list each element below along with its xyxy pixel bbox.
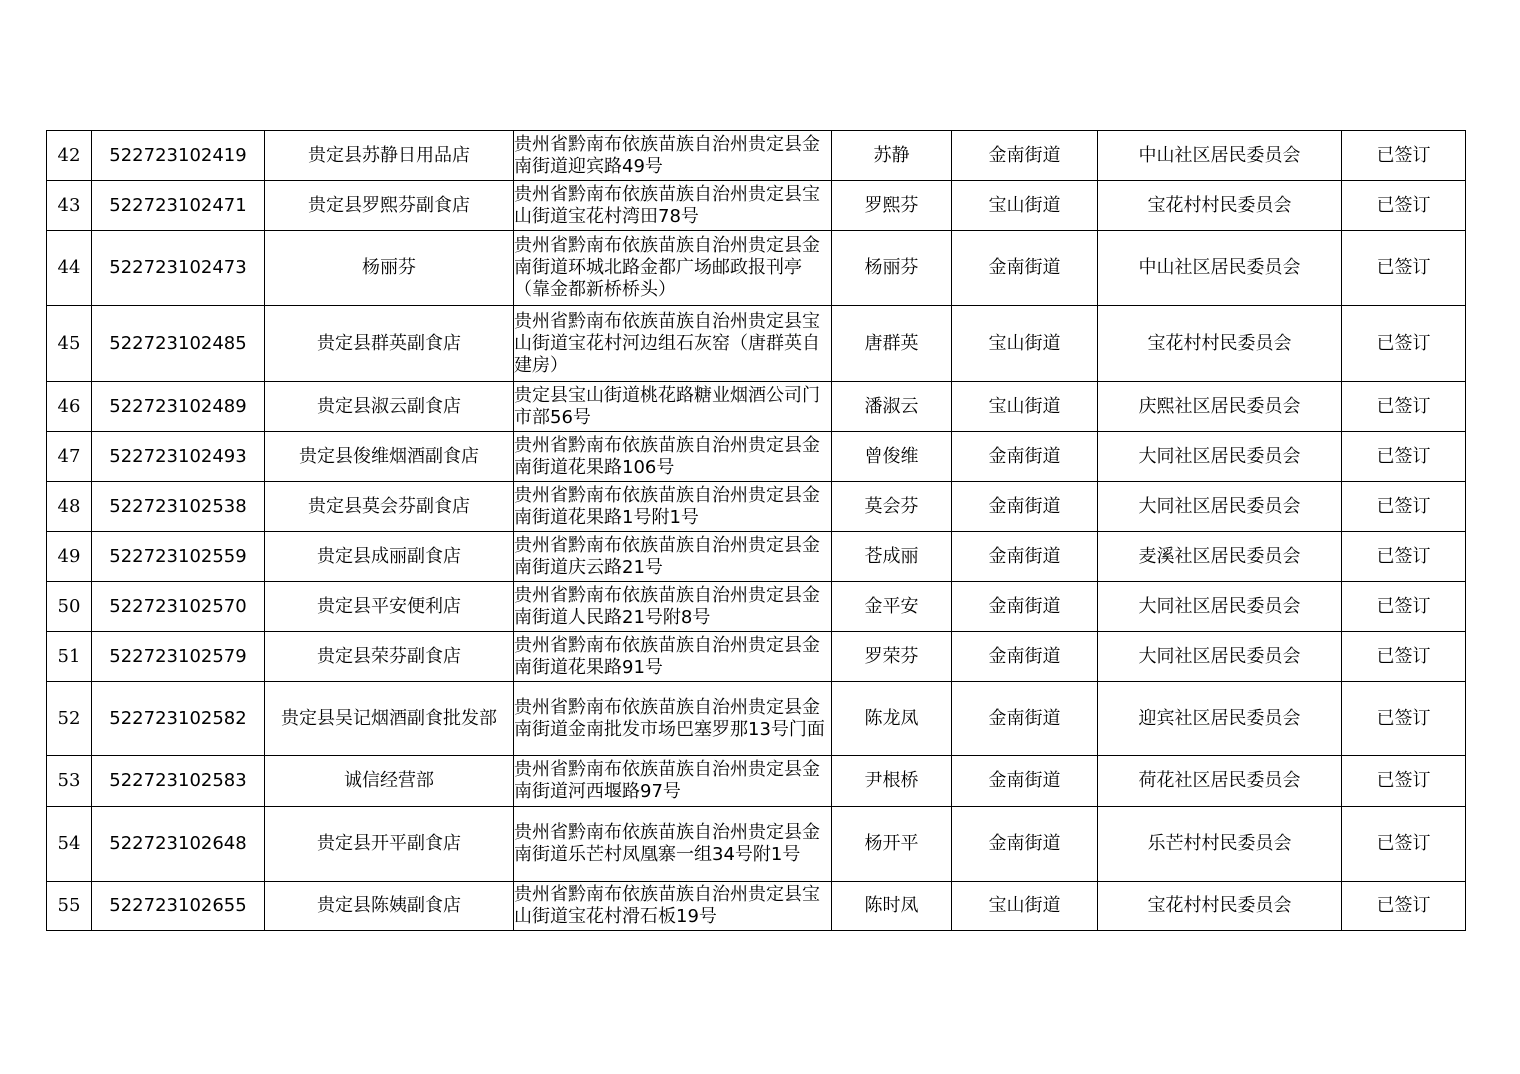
subdistrict: 金南街道	[952, 131, 1098, 181]
license-number: 522723102493	[92, 432, 265, 482]
table-row	[47, 532, 1466, 582]
business-name: 贵定县平安便利店	[265, 582, 514, 632]
committee: 宝花村村民委员会	[1098, 882, 1342, 931]
license-number: 522723102582	[92, 682, 265, 756]
row-number: 44	[47, 231, 92, 306]
owner-name: 陈时凤	[832, 882, 952, 931]
license-number: 522723102570	[92, 582, 265, 632]
committee: 大同社区居民委员会	[1098, 582, 1342, 632]
license-number: 522723102419	[92, 131, 265, 181]
business-name: 贵定县吴记烟酒副食批发部	[265, 682, 514, 756]
business-address: 贵州省黔南布依族苗族自治州贵定县金南街道乐芒村凤凰寨一组34号附1号	[514, 807, 832, 882]
table-row	[47, 756, 1466, 807]
business-name: 贵定县苏静日用品店	[265, 131, 514, 181]
table-row	[47, 231, 1466, 306]
committee: 中山社区居民委员会	[1098, 131, 1342, 181]
business-name: 诚信经营部	[265, 756, 514, 807]
business-name: 贵定县成丽副食店	[265, 532, 514, 582]
owner-name: 金平安	[832, 582, 952, 632]
row-number: 47	[47, 432, 92, 482]
status-cell: 已签订	[1342, 582, 1466, 632]
owner-name: 杨开平	[832, 807, 952, 882]
committee: 大同社区居民委员会	[1098, 632, 1342, 682]
business-address: 贵州省黔南布依族苗族自治州贵定县金南街道庆云路21号	[514, 532, 832, 582]
business-address: 贵州省黔南布依族苗族自治州贵定县金南街道花果路1号附1号	[514, 482, 832, 532]
subdistrict: 宝山街道	[952, 306, 1098, 382]
owner-name: 杨丽芬	[832, 231, 952, 306]
status-cell: 已签订	[1342, 131, 1466, 181]
subdistrict: 金南街道	[952, 632, 1098, 682]
committee: 荷花社区居民委员会	[1098, 756, 1342, 807]
business-address: 贵州省黔南布依族苗族自治州贵定县宝山街道宝花村滑石板19号	[514, 882, 832, 931]
owner-name: 曾俊维	[832, 432, 952, 482]
business-address: 贵州省黔南布依族苗族自治州贵定县金南街道花果路106号	[514, 432, 832, 482]
status-cell: 已签订	[1342, 532, 1466, 582]
owner-name: 尹根桥	[832, 756, 952, 807]
business-name: 贵定县俊维烟酒副食店	[265, 432, 514, 482]
owner-name: 唐群英	[832, 306, 952, 382]
business-address: 贵州省黔南布依族苗族自治州贵定县金南街道迎宾路49号	[514, 131, 832, 181]
row-number: 45	[47, 306, 92, 382]
committee: 中山社区居民委员会	[1098, 231, 1342, 306]
subdistrict: 金南街道	[952, 482, 1098, 532]
business-name: 贵定县开平副食店	[265, 807, 514, 882]
business-address: 贵州省黔南布依族苗族自治州贵定县金南街道人民路21号附8号	[514, 582, 832, 632]
table-row	[47, 131, 1466, 181]
status-cell: 已签订	[1342, 882, 1466, 931]
committee: 乐芒村村民委员会	[1098, 807, 1342, 882]
row-number: 52	[47, 682, 92, 756]
committee: 庆熙社区居民委员会	[1098, 382, 1342, 432]
table-row	[47, 482, 1466, 532]
owner-name: 罗荣芬	[832, 632, 952, 682]
status-cell: 已签订	[1342, 632, 1466, 682]
status-cell: 已签订	[1342, 432, 1466, 482]
license-number: 522723102648	[92, 807, 265, 882]
table-row	[47, 682, 1466, 756]
business-name: 贵定县荣芬副食店	[265, 632, 514, 682]
owner-name: 莫会芬	[832, 482, 952, 532]
owner-name: 苍成丽	[832, 532, 952, 582]
table-row	[47, 632, 1466, 682]
business-name: 贵定县莫会芬副食店	[265, 482, 514, 532]
business-address: 贵州省黔南布依族苗族自治州贵定县宝山街道宝花村河边组石灰窑（唐群英自建房）	[514, 306, 832, 382]
business-name: 贵定县罗熙芬副食店	[265, 181, 514, 231]
row-number: 54	[47, 807, 92, 882]
row-number: 55	[47, 882, 92, 931]
owner-name: 罗熙芬	[832, 181, 952, 231]
row-number: 51	[47, 632, 92, 682]
committee: 宝花村村民委员会	[1098, 181, 1342, 231]
table-row	[47, 807, 1466, 882]
license-number: 522723102471	[92, 181, 265, 231]
committee: 大同社区居民委员会	[1098, 482, 1342, 532]
committee: 宝花村村民委员会	[1098, 306, 1342, 382]
business-name: 杨丽芬	[265, 231, 514, 306]
subdistrict: 金南街道	[952, 756, 1098, 807]
license-number: 522723102559	[92, 532, 265, 582]
row-number: 49	[47, 532, 92, 582]
license-number: 522723102583	[92, 756, 265, 807]
owner-name: 陈龙凤	[832, 682, 952, 756]
table-row	[47, 382, 1466, 432]
business-address: 贵州省黔南布依族苗族自治州贵定县金南街道环城北路金都广场邮政报刊亭（靠金都新桥桥头）	[514, 231, 832, 306]
business-address: 贵州省黔南布依族苗族自治州贵定县金南街道花果路91号	[514, 632, 832, 682]
subdistrict: 金南街道	[952, 432, 1098, 482]
table-row	[47, 432, 1466, 482]
subdistrict: 金南街道	[952, 807, 1098, 882]
status-cell: 已签订	[1342, 807, 1466, 882]
subdistrict: 宝山街道	[952, 382, 1098, 432]
license-number: 522723102485	[92, 306, 265, 382]
subdistrict: 宝山街道	[952, 181, 1098, 231]
business-address: 贵州省黔南布依族苗族自治州贵定县宝山街道宝花村湾田78号	[514, 181, 832, 231]
table-row	[47, 582, 1466, 632]
row-number: 42	[47, 131, 92, 181]
status-cell: 已签订	[1342, 482, 1466, 532]
subdistrict: 金南街道	[952, 582, 1098, 632]
status-cell: 已签订	[1342, 306, 1466, 382]
row-number: 48	[47, 482, 92, 532]
retailer-registry-table	[46, 130, 1466, 931]
license-number: 522723102473	[92, 231, 265, 306]
table-row	[47, 882, 1466, 931]
license-number: 522723102579	[92, 632, 265, 682]
table-row	[47, 306, 1466, 382]
status-cell: 已签订	[1342, 382, 1466, 432]
row-number: 46	[47, 382, 92, 432]
subdistrict: 金南街道	[952, 532, 1098, 582]
license-number: 522723102655	[92, 882, 265, 931]
status-cell: 已签订	[1342, 682, 1466, 756]
business-name: 贵定县群英副食店	[265, 306, 514, 382]
status-cell: 已签订	[1342, 181, 1466, 231]
row-number: 53	[47, 756, 92, 807]
committee: 麦溪社区居民委员会	[1098, 532, 1342, 582]
table-row	[47, 181, 1466, 231]
committee: 迎宾社区居民委员会	[1098, 682, 1342, 756]
business-name: 贵定县淑云副食店	[265, 382, 514, 432]
business-address: 贵州省黔南布依族苗族自治州贵定县金南街道河西堰路97号	[514, 756, 832, 807]
license-number: 522723102489	[92, 382, 265, 432]
subdistrict: 金南街道	[952, 231, 1098, 306]
row-number: 50	[47, 582, 92, 632]
row-number: 43	[47, 181, 92, 231]
business-address: 贵定县宝山街道桃花路糖业烟酒公司门市部56号	[514, 382, 832, 432]
owner-name: 苏静	[832, 131, 952, 181]
business-name: 贵定县陈姨副食店	[265, 882, 514, 931]
status-cell: 已签订	[1342, 231, 1466, 306]
subdistrict: 宝山街道	[952, 882, 1098, 931]
license-number: 522723102538	[92, 482, 265, 532]
business-address: 贵州省黔南布依族苗族自治州贵定县金南街道金南批发市场巴塞罗那13号门面	[514, 682, 832, 756]
status-cell: 已签订	[1342, 756, 1466, 807]
owner-name: 潘淑云	[832, 382, 952, 432]
subdistrict: 金南街道	[952, 682, 1098, 756]
committee: 大同社区居民委员会	[1098, 432, 1342, 482]
